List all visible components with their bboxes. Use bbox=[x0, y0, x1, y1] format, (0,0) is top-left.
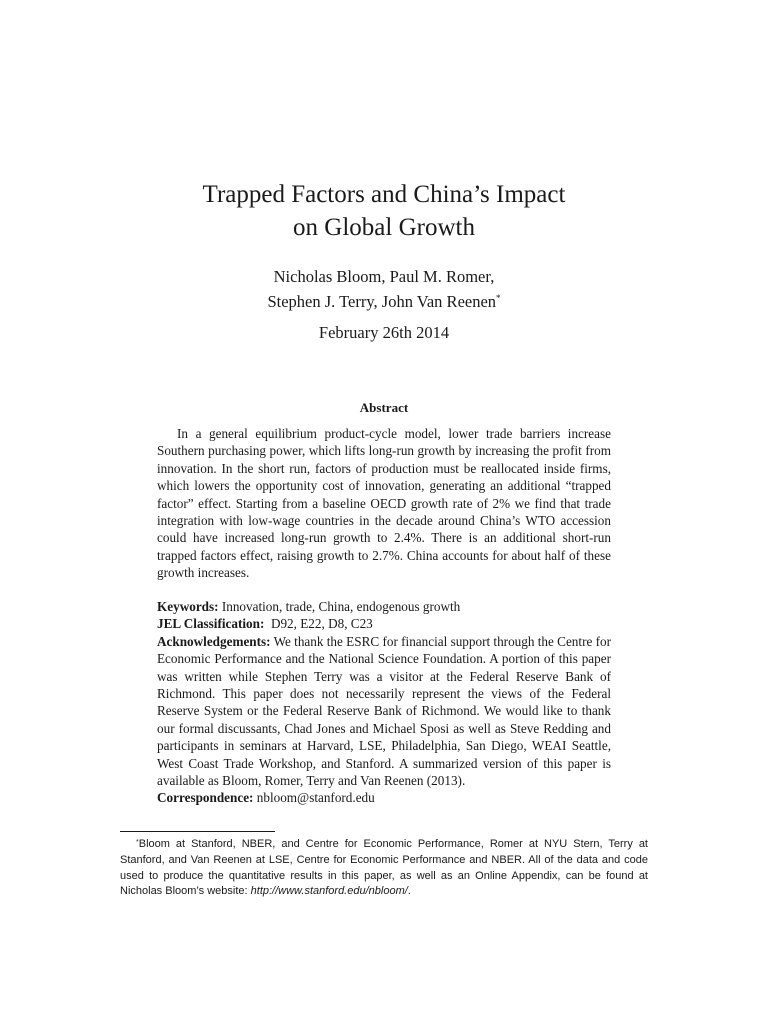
title-line-2: on Global Growth bbox=[293, 214, 475, 241]
authors-line-1: Nicholas Bloom, Paul M. Romer, bbox=[273, 267, 495, 286]
abstract-heading: Abstract bbox=[359, 400, 409, 415]
paper-metadata bbox=[157, 598, 611, 807]
abstract-text: In a general equilibrium product-cycle model, lower trade barriers increase Southern purchasing power, which lifts long-run growth by increasing the profit from innovation. In the short run, factors of production must be reallocated inside firms, which lowers the opportunity cost of innovation, generating an additional “trapped factor” effect. Starting from a baseline OECD growth rate of 2% we find that trade integration with low-wage countries in the decade around China’s WTO accession could have increased long-run growth to 2.4%. There is an additional short-run trapped factors effect, raising growth to 2.7%. China accounts for about half of these growth increases. bbox=[157, 426, 611, 581]
correspondence-email[interactable]: nbloom@stanford.edu bbox=[256, 790, 375, 806]
authors-line-2: Stephen J. Terry, John Van Reenen bbox=[267, 292, 497, 311]
paper-title bbox=[0, 178, 768, 244]
correspondence-label: Correspondence: bbox=[157, 790, 254, 806]
title-line-1: Trapped Factors and China’s Impact bbox=[202, 181, 566, 208]
footnote-divider bbox=[120, 831, 275, 832]
keywords-line bbox=[157, 598, 611, 615]
author-footnote bbox=[120, 837, 648, 900]
acknowledgements-text: We thank the ESRC for financial support through the Centre for Economic Performance and the National Science Foundation. A portion of this paper was written while Stephen Terry was a visitor at the Federal Reserve Bank of Richmond. This paper does not necessarily represent the views of the Federal Reserve System or the Federal Reserve Bank of Richmond. We would like to thank our formal discussants, Chad Jones and Michael Sposi as well as Steve Redding and participants in seminars at Harvard, LSE, Philadelphia, San Diego, WEAI Seattle, West Coast Trade Workshop, and Stanford. A summarized version of this paper is available as Bloom, Romer, Terry and Van Reenen (2013). bbox=[157, 633, 611, 789]
correspondence-line bbox=[157, 789, 611, 806]
jel-value: D92, E22, D8, C23 bbox=[270, 616, 373, 632]
footnote-text: Bloom at Stanford, NBER, and Centre for Economic Performance, Romer at NYU Stern, Terry at Stanford, and Van Reenen at LSE, Centre for Economic Performance and NBER. All of the data and code used to produce the quantitative results in this paper, as well as an Online Appendix, can be found at Nicholas Bloom’s website: bbox=[120, 838, 648, 898]
author-footnote-mark: * bbox=[496, 293, 501, 303]
keywords-value: Innovation, trade, China, endogenous growth bbox=[221, 599, 461, 614]
jel-line bbox=[157, 615, 611, 632]
website-link[interactable]: http://www.stanford.edu/nbloom/ bbox=[250, 885, 408, 898]
publication-date: February 26th 2014 bbox=[318, 323, 450, 342]
footnote-mark: * bbox=[136, 839, 139, 846]
author-list bbox=[0, 264, 768, 314]
acknowledgements bbox=[157, 633, 611, 790]
keywords-label: Keywords: bbox=[157, 599, 219, 614]
footnote-end: . bbox=[407, 885, 411, 898]
jel-label: JEL Classification: bbox=[157, 616, 265, 632]
acknowledgements-label: Acknowledgements: bbox=[157, 633, 271, 649]
